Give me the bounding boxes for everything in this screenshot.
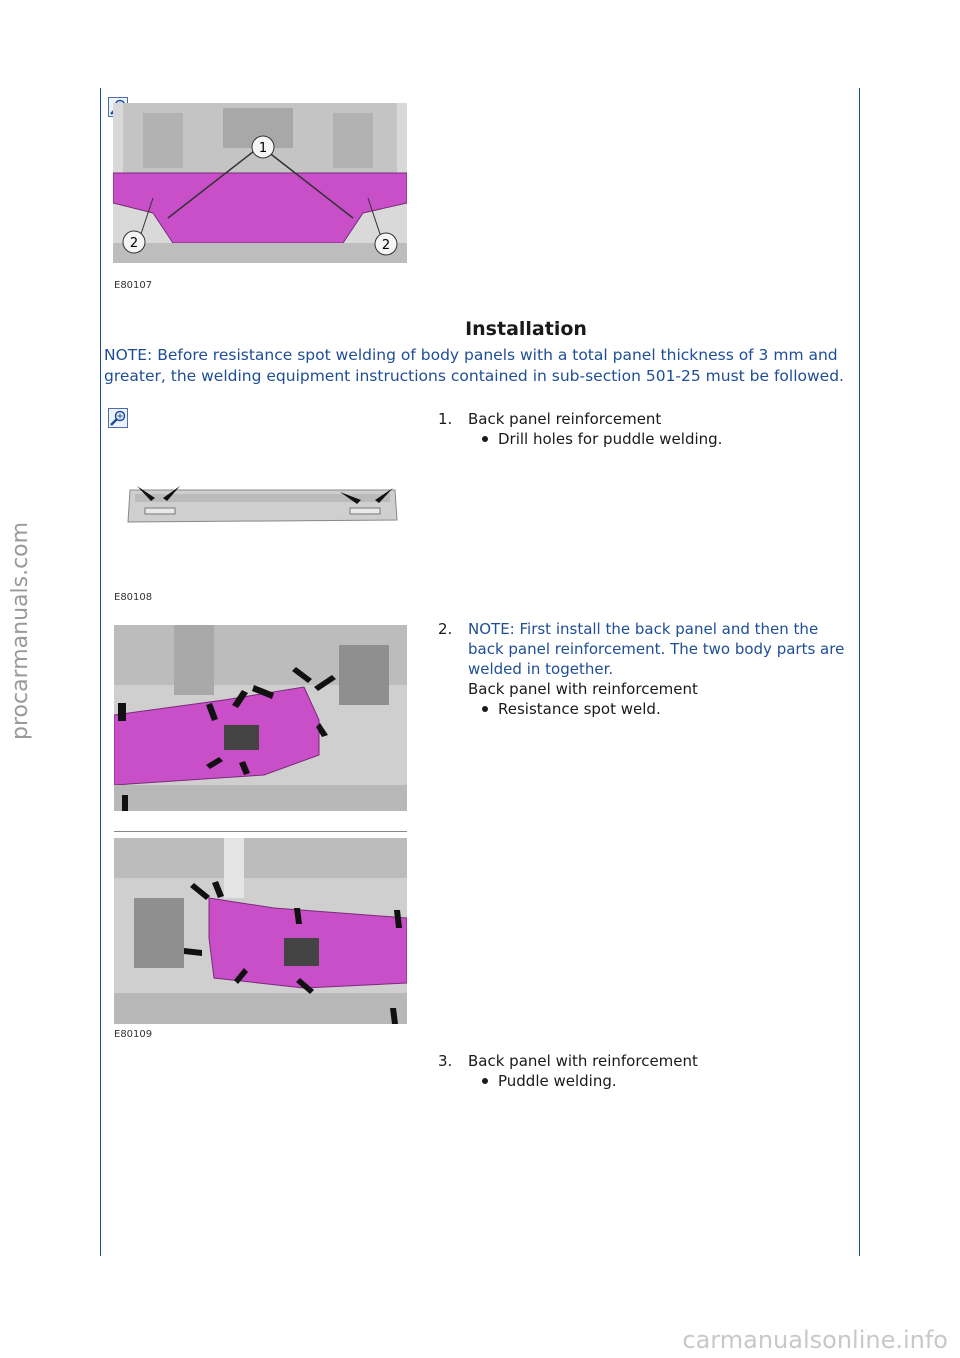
right-margin-rule [859,88,860,1256]
side-watermark: procarmanuals.com [8,521,33,740]
section-title: Installation [465,318,587,340]
callout-2-left: 2 [129,236,139,251]
step-title: Back panel reinforcement [468,410,662,428]
step-1 [438,409,838,469]
figure-id: E80109 [114,1029,153,1040]
step-number: 1. [438,410,453,428]
figure-E80109-top [114,625,407,811]
figure-E80109-bottom [114,838,407,1024]
step-number: 3. [438,1052,453,1070]
step-bullet: Resistance spot weld. [498,699,848,719]
installation-note: NOTE: Before resistance spot welding of body panels with a total panel thickness of 3 mm and greater, the welding equipment instructions contained in sub-section 501-25 must be followed. [104,346,844,385]
step-bullet: Drill holes for puddle welding. [498,429,848,449]
step-note: NOTE: First install the back panel and then the back panel reinforcement. The two body parts are welded in together. [468,620,845,678]
step-title: Back panel with reinforcement [468,1052,698,1070]
callout-2-right: 2 [381,238,391,253]
step-2 [438,619,848,719]
figure-E80108 [125,480,400,528]
callout-1: 1 [258,141,268,156]
left-margin-rule [100,88,101,1256]
step-number: 2. [438,620,453,638]
step-3 [438,1051,838,1111]
step-title: Back panel with reinforcement [468,680,698,698]
step-bullet: Puddle welding. [498,1071,848,1091]
zoom-icon[interactable] [108,408,128,428]
footer-watermark: carmanualsonline.info [682,1326,948,1354]
figure-id: E80108 [114,592,153,603]
figure-E80107 [113,103,407,263]
figure-divider [114,831,407,832]
figure-id: E80107 [114,280,153,291]
